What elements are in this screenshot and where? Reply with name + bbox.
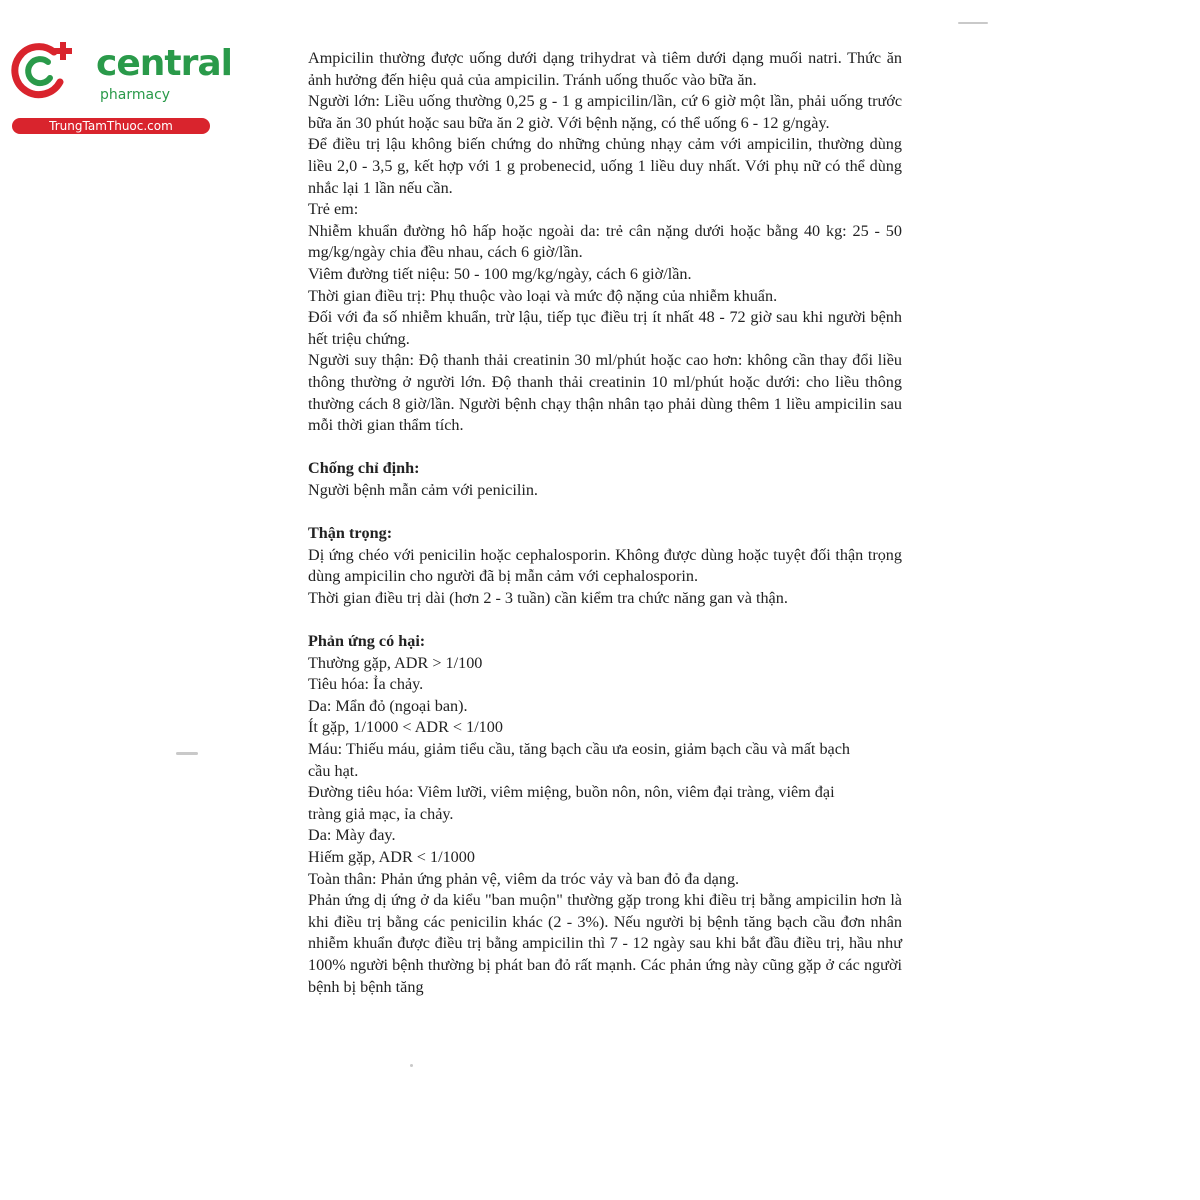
paragraph: Dị ứng chéo với penicilin hoặc cephalosporin. Không được dùng hoặc tuyệt đối thận trọng dùng ampicilin cho người đã bị mẫn cảm với cephalosporin. — [308, 545, 902, 586]
section-heading-precautions: Thận trọng: — [308, 524, 393, 543]
list-item: Da: Mày đay. — [308, 826, 396, 845]
central-pharmacy-logo-icon — [10, 38, 76, 104]
paragraph: Người bệnh mẫn cảm với penicilin. — [308, 480, 538, 499]
scan-mark — [176, 752, 198, 755]
paragraph: Viêm đường tiết niệu: 50 - 100 mg/kg/ngày, cách 6 giờ/lần. — [308, 264, 692, 283]
section-heading-adverse-reactions: Phản ứng có hại: — [308, 632, 426, 651]
list-item: Máu: Thiếu máu, giảm tiểu cầu, tăng bạch cầu ưa eosin, giảm bạch cầu và mất bạch cầu hạt. — [308, 740, 851, 780]
paragraph: Người lớn: Liều uống thường 0,25 g - 1 g ampicilin/lần, cứ 6 giờ một lần, phải uống trước bữa ăn 30 phút hoặc sau bữa ăn 2 giờ. Với bệnh nặng, có thể uống 6 - 12 g/ngày. — [308, 92, 902, 132]
paragraph: Ampicilin thường được uống dưới dạng trihydrat và tiêm dưới dạng muối natri. Thức ăn ảnh hưởng đến hiệu quả của ampicilin. Tránh uống thuốc vào bữa ăn. — [308, 49, 902, 89]
paragraph: Đối với đa số nhiễm khuẩn, trừ lậu, tiếp tục điều trị ít nhất 48 - 72 giờ sau khi người bệnh hết triệu chứng. — [308, 308, 902, 348]
pharmacy-logo — [10, 38, 232, 138]
paragraph: Thời gian điều trị dài (hơn 2 - 3 tuần) cần kiểm tra chức năng gan và thận. — [308, 588, 788, 607]
logo-url-badge: TrungTamThuoc.com — [12, 118, 210, 134]
list-item: Ít gặp, 1/1000 < ADR < 1/100 — [308, 718, 503, 737]
paragraph: Người suy thận: Độ thanh thải creatinin 30 ml/phút hoặc cao hơn: không cần thay đổi liều thông thường ở người lớn. Độ thanh thải creatinin 10 ml/phút hoặc dưới: cho liều thông thường cách 8 giờ/lần. Người bệnh chạy thận nhân tạo phải dùng thêm 1 liều ampicilin sau mỗi thời gian thẩm tích. — [308, 351, 902, 435]
paragraph: Nhiễm khuẩn đường hô hấp hoặc ngoài da: trẻ cân nặng dưới hoặc bằng 40 kg: 25 - 50 mg/kg/ngày chia đều nhau, cách 6 giờ/lần. — [308, 221, 902, 262]
logo-name: central — [96, 43, 232, 84]
logo-subtitle: pharmacy — [100, 87, 171, 103]
document-body — [308, 48, 902, 998]
list-item: Tiêu hóa: Ỉa chảy. — [308, 675, 424, 694]
scan-mark — [958, 22, 988, 24]
list-item: Toàn thân: Phản ứng phản vệ, viêm da tróc vảy và ban đỏ đa dạng. — [308, 869, 740, 888]
scan-mark — [410, 1064, 413, 1067]
list-item: Da: Mẩn đỏ (ngoại ban). — [308, 696, 468, 715]
list-item: Thường gặp, ADR > 1/100 — [308, 653, 483, 672]
paragraph: Để điều trị lậu không biến chứng do những chủng nhạy cảm với ampicilin, thường dùng liều 2,0 - 3,5 g, kết hợp với 1 g probenecid, uống 1 liều duy nhất. Với phụ nữ có thể dùng nhắc lại 1 lần nếu cần. — [308, 135, 902, 197]
list-item: Hiếm gặp, ADR < 1/1000 — [308, 847, 475, 866]
list-item: Đường tiêu hóa: Viêm lưỡi, viêm miệng, buồn nôn, nôn, viêm đại tràng, viêm đại tràng giả mạc, ỉa chảy. — [308, 783, 835, 823]
paragraph: Thời gian điều trị: Phụ thuộc vào loại và mức độ nặng của nhiễm khuẩn. — [308, 286, 778, 305]
paragraph: Phản ứng dị ứng ở da kiểu "ban muộn" thường gặp trong khi điều trị bằng ampicilin hơn là khi điều trị bằng các penicilin khác (2 - 3%). Nếu người bị bệnh tăng bạch cầu đơn nhân nhiễm khuẩn được điều trị bằng ampicilin thì 7 - 12 ngày sau khi bắt đầu điều trị, hầu như 100% người bệnh thường bị phát ban đỏ rất mạnh. Các phản ứng này cũng gặp ở các người bệnh bị bệnh tăng — [308, 891, 902, 996]
paragraph: Trẻ em: — [308, 200, 359, 219]
section-heading-contraindications: Chống chỉ định: — [308, 459, 420, 478]
